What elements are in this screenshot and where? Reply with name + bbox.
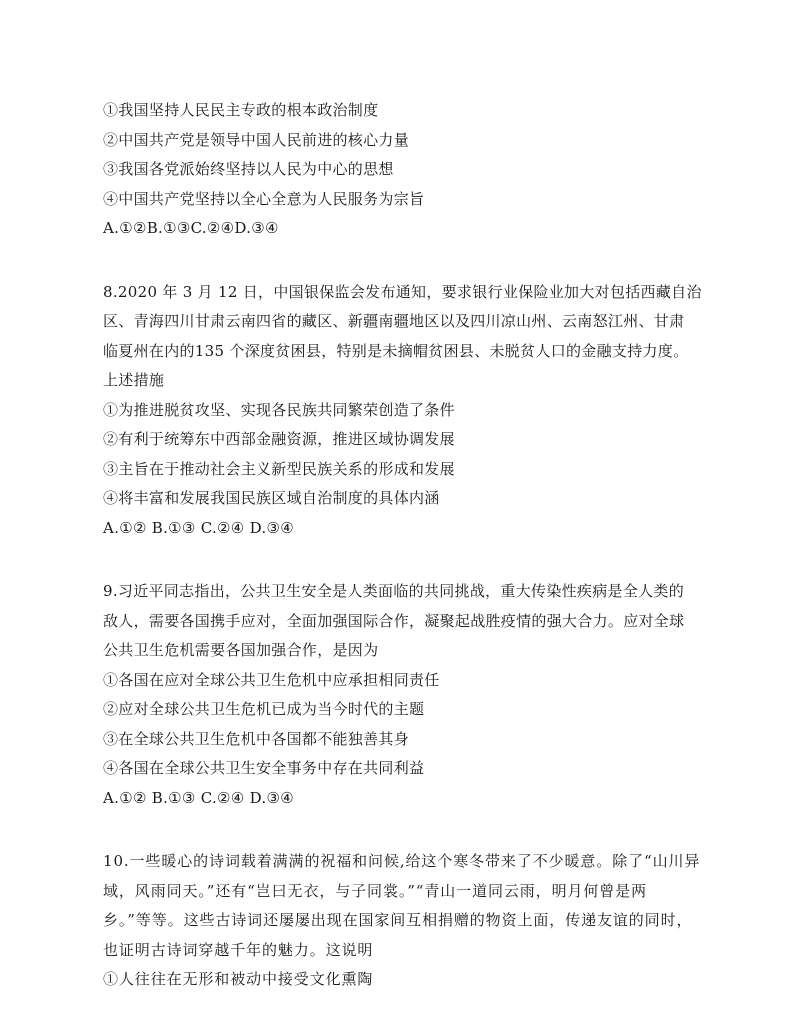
q8-stem-line-4: 上述措施 [103, 371, 165, 389]
q9-option-1: ①各国在应对全球公共卫生危机中应承担相同责任 [103, 670, 440, 689]
spacer [103, 813, 703, 847]
q7-answer-choices: A.①②B.①③C.②④D.③④ [103, 219, 279, 237]
question-10 [103, 847, 703, 995]
q8-stem-line-3: 临夏州在内的135 个深度贫困县，特别是未摘帽贫困县、未脱贫人口的金融支持力度。 [103, 341, 689, 360]
q8-answer-choices: A.①② B.①③ C.②④ D.③④ [103, 518, 294, 537]
q8-option-1: ①为推进脱贫攻坚、实现各民族共同繁荣创造了条件 [103, 400, 455, 419]
document-page [103, 96, 703, 995]
question-9 [103, 577, 703, 813]
q10-stem-line-2: 域，风雨同天。”还有“岂曰无衣，与子同裳。”“青山一道同云雨，明月何曾是两 [103, 881, 647, 900]
q9-stem-line-1: 9.习近平同志指出，公共卫生安全是人类面临的共同挑战，重大传染性疾病是全人类的 [103, 582, 685, 600]
question-8 [103, 278, 703, 544]
spacer [103, 244, 703, 278]
question-7-tail [103, 96, 703, 244]
q10-stem-line-3: 乡。”等等。这些古诗词还屡屡出现在国家间互相捐赠的物资上面，传递友谊的同时， [103, 911, 693, 929]
q9-option-2: ②应对全球公共卫生危机已成为当今时代的主题 [103, 700, 425, 718]
q9-stem-line-3: 公共卫生危机需要各国加强合作，是因为 [103, 641, 379, 659]
q10-option-1: ①人往往在无形和被动中接受文化熏陶 [103, 970, 374, 988]
q7-option-3: ③我国各党派始终坚持以人民为中心的思想 [103, 160, 394, 178]
q9-stem-line-2: 敌人，需要各国携手应对，全面加强国际合作，凝聚起战胜疫情的强大合力。应对全球 [103, 611, 685, 630]
q8-option-4: ④将丰富和发展我国民族区域自治制度的具体内涵 [103, 489, 440, 507]
q9-option-4: ④各国在全球公共卫生安全事务中存在共同利益 [103, 759, 425, 777]
q8-stem-line-2: 区、青海四川甘肃云南四省的藏区、新疆南疆地区以及四川凉山州、云南怒江州、甘肃 [103, 312, 685, 330]
q7-option-1: ①我国坚持人民民主专政的根本政治制度 [103, 101, 379, 119]
q9-answer-choices: A.①② B.①③ C.②④ D.③④ [103, 788, 294, 807]
q8-option-2: ②有利于统筹东中西部金融资源，推进区域协调发展 [103, 430, 455, 448]
q10-stem-line-4: 也证明古诗词穿越千年的魅力。这说明 [103, 940, 374, 959]
q8-option-3: ③主旨在于推动社会主义新型民族关系的形成和发展 [103, 459, 455, 478]
q7-option-2: ②中国共产党是领导中国人民前进的核心力量 [103, 130, 410, 149]
q8-stem-line-1: 8.2020 年 3 月 12 日，中国银保监会发布通知，要求银行业保险业加大对包括西藏自治 [103, 282, 702, 301]
q10-stem-line-1: 10.一些暖心的诗词载着满满的祝福和问候,给这个寒冬带来了不少暖意。除了“山川异 [103, 852, 701, 870]
q7-option-4: ④中国共产党坚持以全心全意为人民服务为宗旨 [103, 189, 425, 208]
spacer [103, 543, 703, 577]
q9-option-3: ③在全球公共卫生危机中各国都不能独善其身 [103, 729, 410, 748]
